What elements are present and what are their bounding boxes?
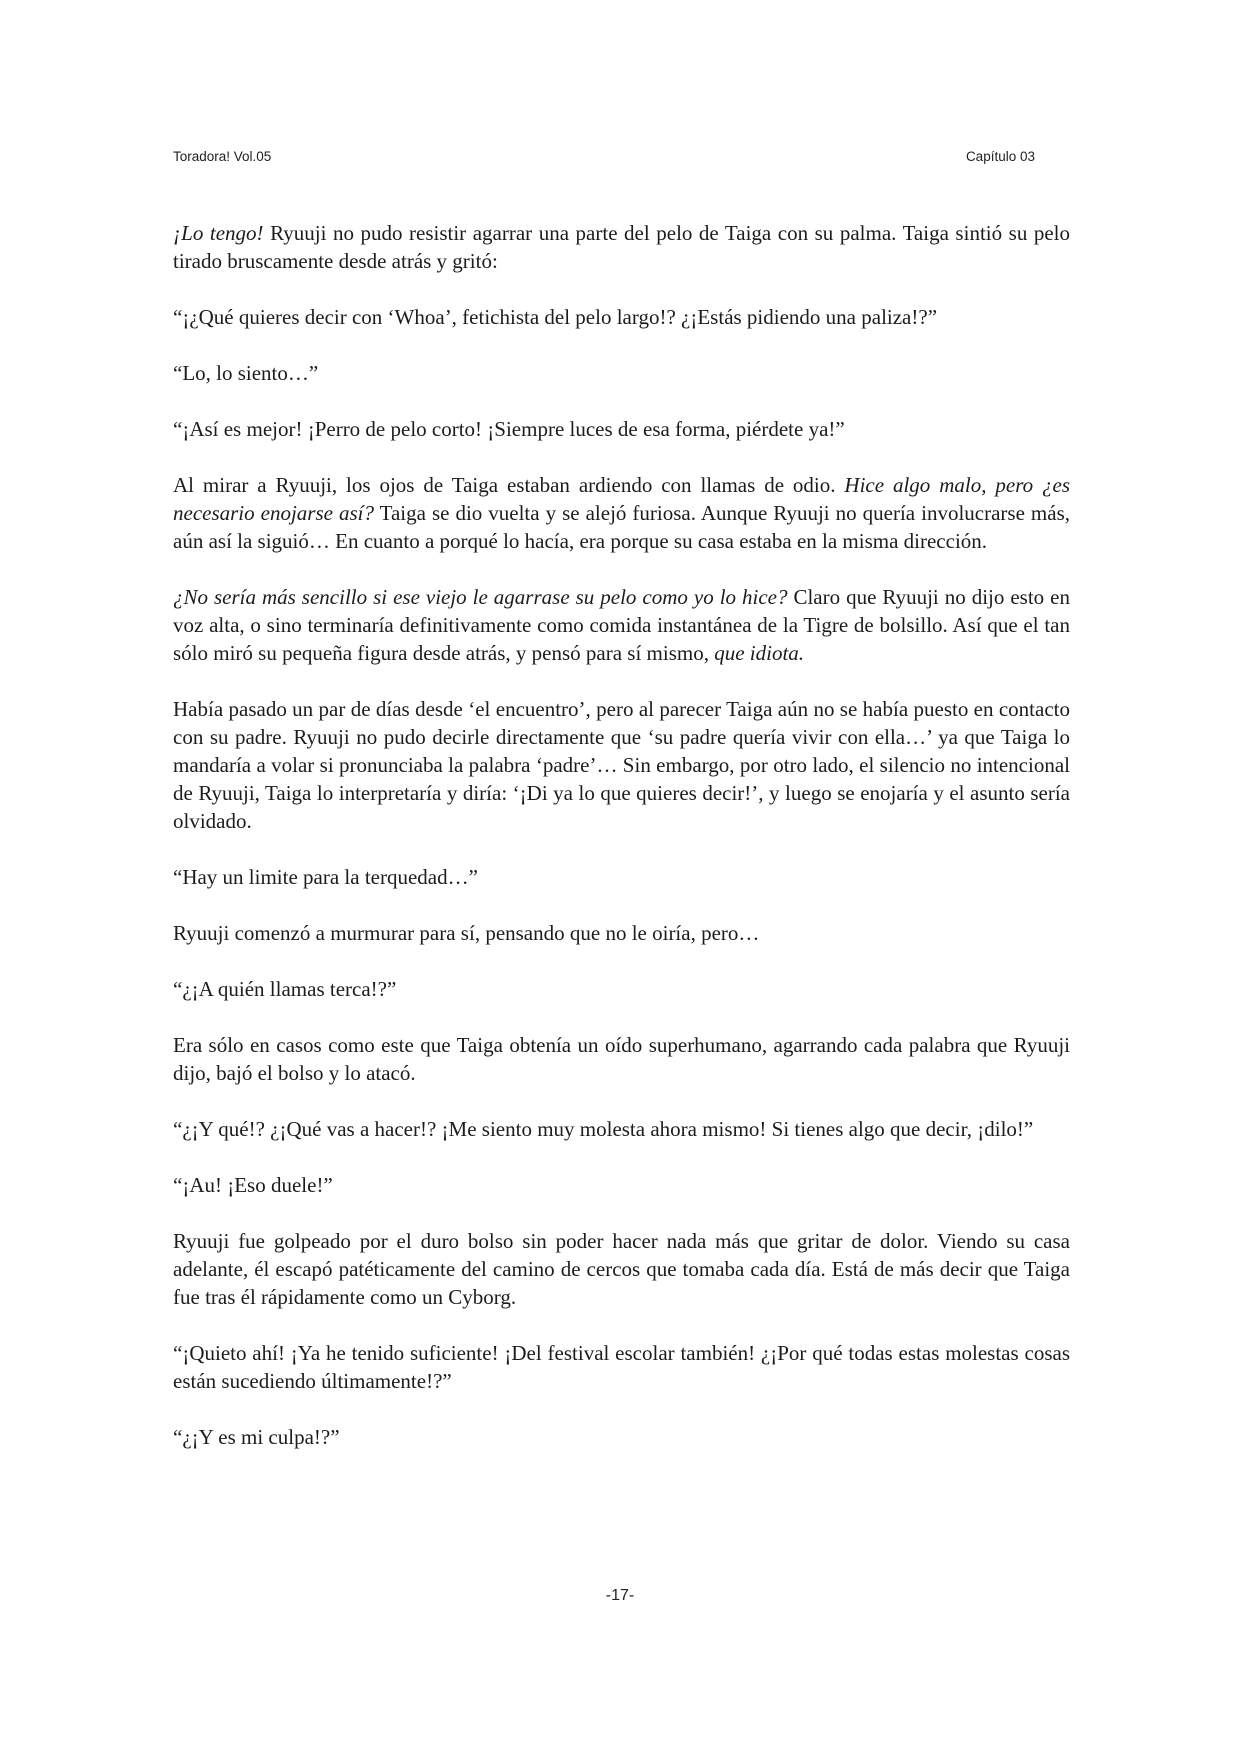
paragraph xyxy=(173,359,1070,387)
paragraph xyxy=(173,863,1070,891)
italic-text-segment: ¿No sería más sencillo si ese viejo le agarrase su pelo como yo lo hice? xyxy=(173,585,788,609)
text-segment: “¡Quieto ahí! ¡Ya he tenido suficiente! ¡Del festival escolar también! ¿¡Por qué todas estas molestas cosas están sucediendo últimamente!?” xyxy=(173,1341,1070,1393)
paragraph xyxy=(173,303,1070,331)
italic-text-segment: ¡Lo tengo! xyxy=(173,221,264,245)
text-segment: Ryuuji fue golpeado por el duro bolso sin poder hacer nada más que gritar de dolor. Viendo su casa adelante, él escapó patéticamente del camino de cercos que tomaba cada día. Está de más decir que Taiga fue tras él rápidamente como un Cyborg. xyxy=(173,1229,1070,1309)
running-header xyxy=(173,149,1035,169)
italic-text-segment: que idiota. xyxy=(714,641,805,665)
text-segment: “¡Au! ¡Eso duele!” xyxy=(173,1173,333,1197)
paragraph xyxy=(173,919,1070,947)
header-book-title: Toradora! Vol.05 xyxy=(173,149,272,164)
paragraph xyxy=(173,1171,1070,1199)
paragraph xyxy=(173,583,1070,667)
paragraph xyxy=(173,415,1070,443)
text-segment: “¡Así es mejor! ¡Perro de pelo corto! ¡Siempre luces de esa forma, piérdete ya!” xyxy=(173,417,845,441)
paragraph xyxy=(173,1423,1070,1451)
paragraph xyxy=(173,1339,1070,1395)
text-segment: “¿¡Y qué!? ¿¡Qué vas a hacer!? ¡Me siento muy molesta ahora mismo! Si tienes algo que decir, ¡dilo!” xyxy=(173,1117,1034,1141)
paragraph xyxy=(173,1227,1070,1311)
body-text xyxy=(173,219,1070,1479)
paragraph xyxy=(173,695,1070,835)
paragraph xyxy=(173,471,1070,555)
paragraph xyxy=(173,1115,1070,1143)
text-segment: Ryuuji no pudo resistir agarrar una parte del pelo de Taiga con su palma. Taiga sintió su pelo tirado bruscamente desde atrás y gritó: xyxy=(173,221,1071,273)
paragraph xyxy=(173,219,1070,275)
paragraph xyxy=(173,975,1070,1003)
text-segment: “Lo, lo siento…” xyxy=(173,361,319,385)
text-segment: “¿¡Y es mi culpa!?” xyxy=(173,1425,340,1449)
text-segment: Al mirar a Ryuuji, los ojos de Taiga estaban ardiendo con llamas de odio. xyxy=(173,473,845,497)
paragraph xyxy=(173,1031,1070,1087)
text-segment: Claro que Ryuuji no dijo esto en voz alta, o sino terminaría definitivamente como comida instantánea de la Tigre de bolsillo. Así que el tan sólo miró su pequeña figura desde atrás, y pensó para sí mismo, xyxy=(173,585,1070,665)
page-number: -17- xyxy=(605,1587,635,1604)
text-segment: Era sólo en casos como este que Taiga obtenía un oído superhumano, agarrando cada palabra que Ryuuji dijo, bajó el bolso y lo atacó. xyxy=(173,1033,1070,1085)
header-chapter-title: Capítulo 03 xyxy=(965,149,1035,164)
text-segment: Ryuuji comenzó a murmurar para sí, pensando que no le oiría, pero… xyxy=(173,921,760,945)
italic-text-segment: Hice algo malo, pero ¿es necesario enojarse así? xyxy=(173,473,1071,525)
text-segment: Había pasado un par de días desde ‘el encuentro’, pero al parecer Taiga aún no se había puesto en contacto con su padre. Ryuuji no pudo decirle directamente que ‘su padre quería vivir con ella…’ ya que Taiga lo mandaría a volar si pronunciaba la palabra ‘padre’… Sin embargo, por otro lado, el silencio no intencional de Ryuuji, Taiga lo interpretaría y diría: ‘¡Di ya lo que quieres decir!’, y luego se enojaría y el asunto sería olvidado. xyxy=(173,697,1070,833)
text-segment: “¡¿Qué quieres decir con ‘Whoa’, fetichista del pelo largo!? ¿¡Estás pidiendo una paliza!?” xyxy=(173,305,938,329)
text-segment: “¿¡A quién llamas terca!?” xyxy=(173,977,397,1001)
text-segment: Taiga se dio vuelta y se alejó furiosa. Aunque Ryuuji no quería involucrarse más, aún así la siguió… En cuanto a porqué lo hacía, era porque su casa estaba en la misma dirección. xyxy=(173,501,1070,553)
text-segment: “Hay un limite para la terquedad…” xyxy=(173,865,478,889)
